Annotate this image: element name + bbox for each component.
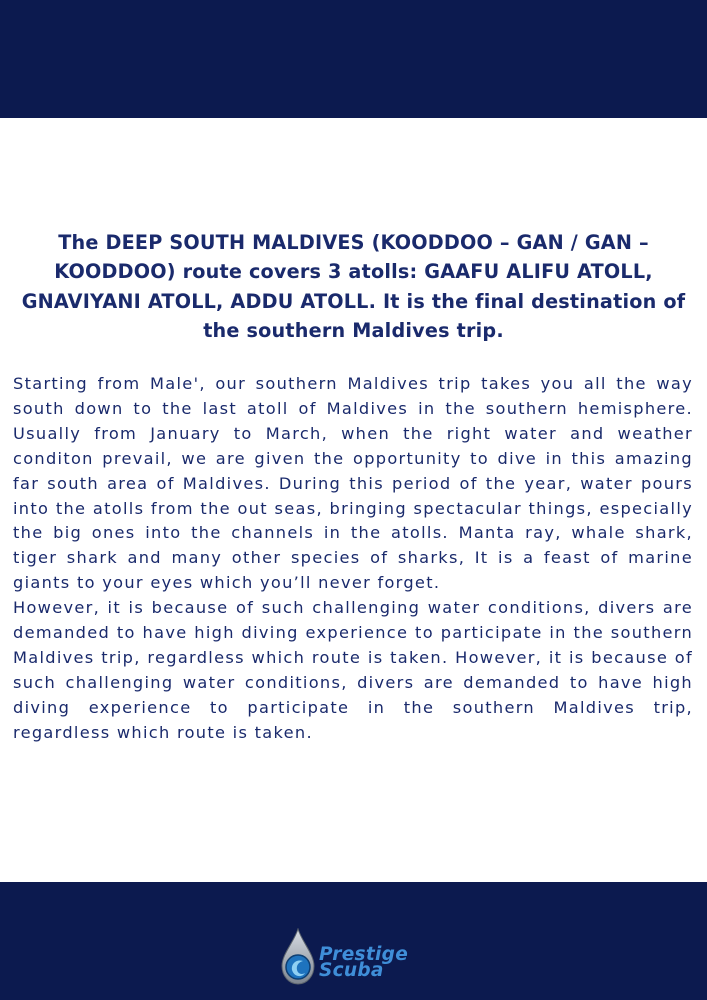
body-text [13,372,693,746]
prestige-scuba-logo [279,928,434,986]
logo-word-scuba: Scuba [319,960,384,981]
header-band [0,0,707,118]
body-paragraph-2: However, it is because of such challenging water conditions, divers are demanded to have high diving experience to participate in the southern Maldives trip, regardless which route is taken. However, it is because of such challenging water conditions, divers are demanded to have high diving experience to participate in the southern Maldives trip, regardless which route is taken. [13,598,693,742]
logo-word-prestige: Prestige [319,944,409,965]
water-drop-icon [279,928,319,986]
page-headline: The DEEP SOUTH MALDIVES (KOODDOO – GAN / GAN – KOODDOO) route covers 3 atolls: GAAFU ALIFU ATOLL, GNAVIYANI ATOLL, ADDU ATOLL. It is the final destination of the southern Maldives trip. [21,231,686,343]
body-paragraph-1: Starting from Male', our southern Maldives trip takes you all the way south down to the last atoll of Maldives in the southern hemisphere. Usually from January to March, when the right water and weather conditon prevail, we are given the opportunity to dive in this amazing far south area of Maldives. During this period of the year, water pours into the atolls from the out seas, bringing spectacular things, especially the big ones into the channels in the atolls. Manta ray, whale shark, tiger shark and many other species of sharks, It is a feast of marine giants to your eyes which you’ll never forget. [13,374,693,593]
